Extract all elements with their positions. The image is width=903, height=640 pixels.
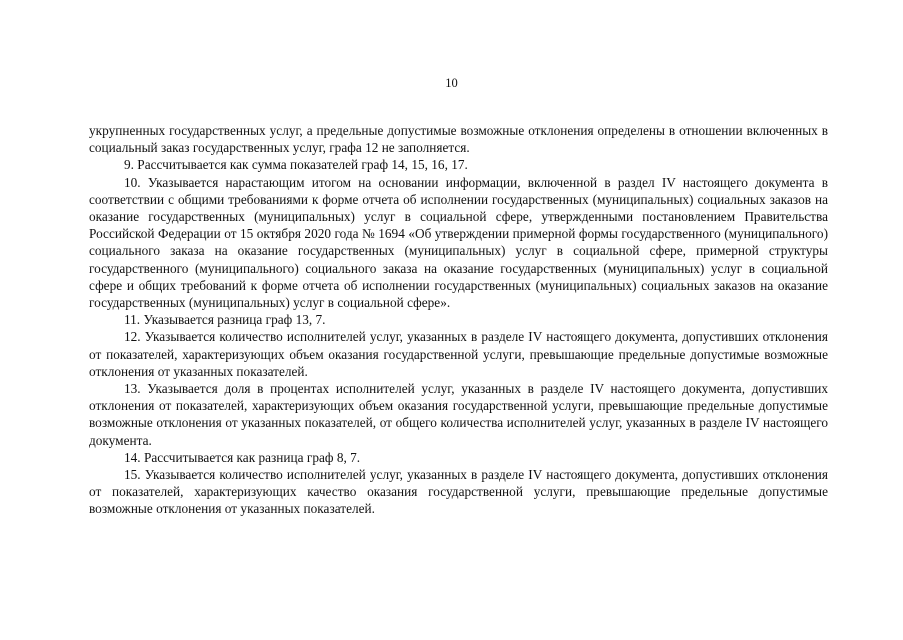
paragraph-item-10: 10. Указывается нарастающим итогом на основании информации, включенной в раздел IV настоящего документа в соответствии с общими требованиями к форме отчета об исполнении государственных (муниципальных) социальных заказов на оказание государственных (муниципальных) услуг в социальной сфере, утвержденными постановлением Правительства Российской Федерации от 15 октября 2020 года № 1694 «Об утверждении примерной формы государственного (муниципального) социального заказа на оказание государственных (муниципальных) услуг в социальной сфере, примерной структуры государственного (муниципального) социального заказа на оказание государственных (муниципальных) услуг в социальной сфере и общих требований к форме отчета об исполнении государственных (муниципальных) социальных заказов на оказание государственных (муниципальных) услуг в социальной сфере». bbox=[89, 174, 828, 311]
document-body bbox=[89, 122, 828, 518]
paragraph-item-14: 14. Рассчитывается как разница граф 8, 7. bbox=[124, 449, 361, 465]
paragraph-continuation: укрупненных государственных услуг, а предельные допустимые возможные отклонения определены в отношении включенных в социальный заказ государственных услуг, графа 12 не заполняется. bbox=[89, 123, 828, 156]
paragraph-item-15: 15. Указывается количество исполнителей услуг, указанных в разделе IV настоящего документа, допустивших отклонения от показателей, характеризующих качество оказания государственной услуги, превышающие предельные допустимые возможные отклонения от указанных показателей. bbox=[89, 467, 828, 517]
paragraph-item-13: 13. Указывается доля в процентах исполнителей услуг, указанных в разделе IV настоящего документа, допустивших отклонения от показателей, характеризующих объем оказания государственной услуги, превышающие предельные допустимые возможные отклонения от указанных показателей, от общего количества исполнителей услуг, указанных в разделе IV настоящего документа. bbox=[89, 381, 828, 448]
paragraph-item-11: 11. Указывается разница граф 13, 7. bbox=[124, 312, 326, 328]
paragraph-item-12: 12. Указывается количество исполнителей услуг, указанных в разделе IV настоящего документа, допустивших отклонения от показателей, характеризующих объем оказания государственной услуги, превышающие предельные допустимые возможные отклонения от указанных показателей. bbox=[89, 329, 828, 379]
page-number: 10 bbox=[445, 76, 458, 90]
paragraph-item-9: 9. Рассчитывается как сумма показателей граф 14, 15, 16, 17. bbox=[124, 157, 468, 173]
